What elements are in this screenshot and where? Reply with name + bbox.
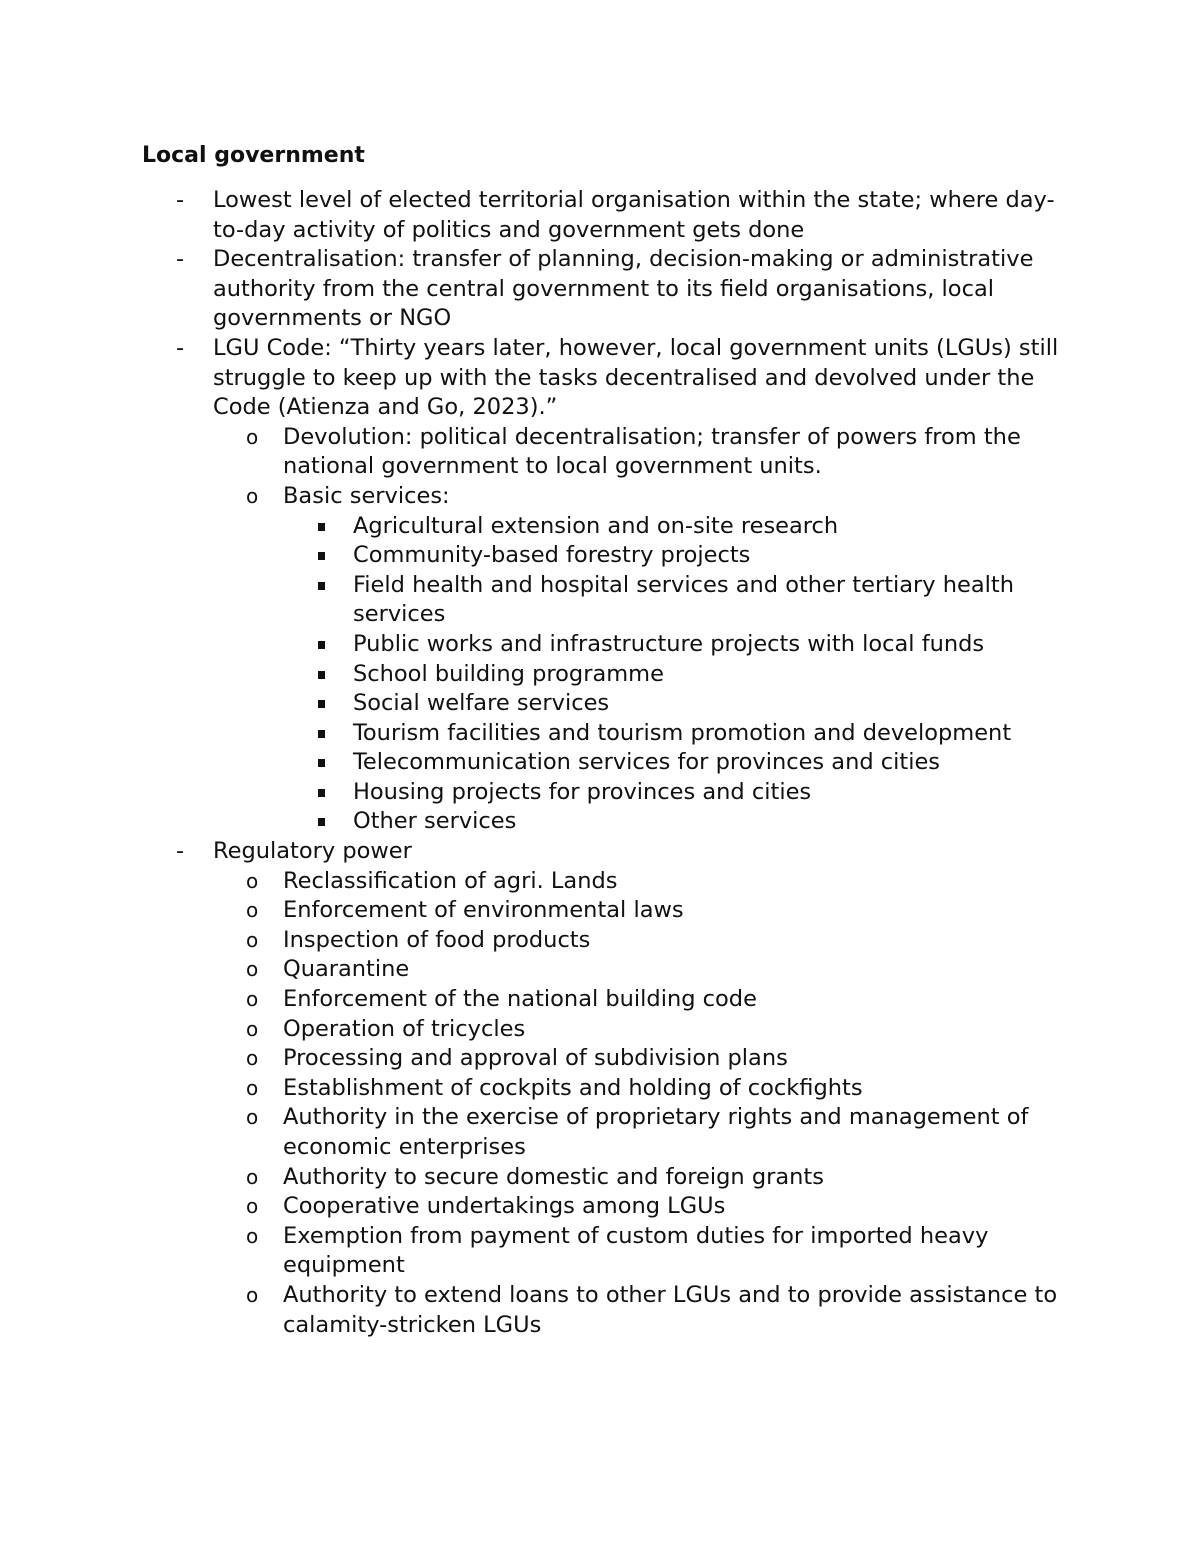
list-item	[0, 1103, 1200, 1162]
list-item-text: Agricultural extension and on-site research	[353, 512, 839, 539]
list-item	[0, 1163, 1200, 1193]
square-bullet-icon	[318, 700, 325, 708]
list-item	[0, 482, 1200, 512]
list-item	[0, 1015, 1200, 1045]
list-item	[0, 512, 1200, 542]
document-title: Local government	[142, 143, 365, 168]
list-item-text: Processing and approval of subdivision plans	[283, 1045, 788, 1072]
list-item	[0, 896, 1200, 926]
dash-bullet-icon: -	[176, 187, 185, 213]
list-item-text: Tourism facilities and tourism promotion and development	[353, 719, 1012, 746]
list-item-text: LGU Code: “Thirty years later, however, local government units (LGUs) still struggle to keep up with the tasks decentralised and devolved under the Code (Atienza and Go, 2023).”	[213, 334, 1059, 421]
square-bullet-icon	[318, 582, 325, 590]
square-bullet-icon	[318, 552, 325, 560]
list-item-text: Regulatory power	[213, 838, 412, 865]
circle-bullet-icon: o	[246, 1164, 259, 1189]
list-item	[0, 807, 1200, 837]
square-bullet-icon	[318, 789, 325, 797]
list-item-text: Cooperative undertakings among LGUs	[283, 1193, 726, 1220]
circle-bullet-icon: o	[246, 483, 259, 508]
circle-bullet-icon: o	[246, 1046, 259, 1071]
list-item-text: School building programme	[353, 660, 664, 687]
circle-bullet-icon: o	[246, 1075, 259, 1100]
list-item-text: Enforcement of environmental laws	[283, 897, 684, 924]
circle-bullet-icon: o	[246, 868, 259, 893]
square-bullet-icon	[318, 641, 325, 649]
list-item	[0, 926, 1200, 956]
list-item-text: Decentralisation: transfer of planning, decision-making or administrative authority from the central government to its field organisations, local governments or NGO	[213, 246, 1034, 332]
list-item	[0, 1281, 1200, 1340]
list-item	[0, 719, 1200, 749]
list-item-text: Operation of tricycles	[283, 1015, 526, 1042]
list-item-text: Quarantine	[283, 956, 410, 983]
list-item-text: Public works and infrastructure projects with local funds	[353, 630, 985, 657]
list-item	[0, 541, 1200, 571]
circle-bullet-icon: o	[246, 424, 259, 449]
square-bullet-icon	[318, 671, 325, 679]
list-item	[0, 837, 1200, 867]
circle-bullet-icon: o	[246, 1282, 259, 1307]
dash-bullet-icon: -	[176, 246, 185, 273]
circle-bullet-icon: o	[246, 1105, 259, 1130]
list-item-text: Establishment of cockpits and holding of cockfights	[283, 1074, 863, 1101]
list-item	[0, 955, 1200, 985]
circle-bullet-icon: o	[246, 898, 259, 923]
list-item	[0, 571, 1200, 630]
list-item-text: Social welfare services	[353, 690, 610, 717]
list-item	[0, 423, 1200, 482]
list-item-text: Exemption from payment of custom duties for imported heavy equipment	[283, 1222, 989, 1279]
list-item-text: Telecommunication services for provinces and cities	[353, 749, 941, 776]
list-item	[0, 1192, 1200, 1222]
circle-bullet-icon: o	[246, 957, 259, 982]
list-item	[0, 867, 1200, 897]
square-bullet-icon	[318, 523, 325, 531]
circle-bullet-icon: o	[246, 1194, 259, 1219]
list-item-text: Field health and hospital services and other tertiary health services	[353, 571, 1015, 628]
list-item-text: Basic services:	[283, 482, 450, 509]
list-item	[0, 1044, 1200, 1074]
square-bullet-icon	[318, 759, 325, 767]
list-item	[0, 1222, 1200, 1281]
circle-bullet-icon: o	[246, 927, 259, 952]
list-item-text: Enforcement of the national building code	[283, 986, 757, 1013]
dash-bullet-icon: -	[176, 334, 185, 361]
list-item	[0, 186, 1200, 245]
list-item-text: Lowest level of elected territorial organisation within the state; where day-to-day activity of politics and government gets done	[213, 187, 1055, 243]
circle-bullet-icon: o	[246, 1223, 259, 1248]
list-item	[0, 660, 1200, 690]
dash-bullet-icon: -	[176, 838, 185, 865]
list-item-text: Authority to extend loans to other LGUs and to provide assistance to calamity-stricken LGUs	[283, 1281, 1058, 1338]
list-item	[0, 630, 1200, 660]
list-item-text: Authority in the exercise of proprietary rights and management of economic enterprises	[283, 1104, 1029, 1160]
list-item-text: Other services	[353, 808, 517, 835]
list-item-text: Reclassification of agri. Lands	[283, 867, 618, 894]
list-item	[0, 748, 1200, 778]
list-item	[0, 985, 1200, 1015]
list-item-text: Authority to secure domestic and foreign grants	[283, 1163, 824, 1190]
bullet-list	[0, 186, 1200, 1340]
list-item	[0, 689, 1200, 719]
list-item-text: Community-based forestry projects	[353, 542, 751, 569]
list-item-text: Devolution: political decentralisation; transfer of powers from the national government to local government units.	[283, 423, 1021, 480]
list-item	[0, 334, 1200, 423]
list-item	[0, 778, 1200, 808]
list-item-text: Housing projects for provinces and cities	[353, 778, 812, 805]
circle-bullet-icon: o	[246, 987, 259, 1012]
list-item	[0, 245, 1200, 334]
square-bullet-icon	[318, 730, 325, 738]
list-item	[0, 1074, 1200, 1104]
list-item-text: Inspection of food products	[283, 926, 591, 953]
circle-bullet-icon: o	[246, 1016, 259, 1041]
square-bullet-icon	[318, 818, 325, 826]
